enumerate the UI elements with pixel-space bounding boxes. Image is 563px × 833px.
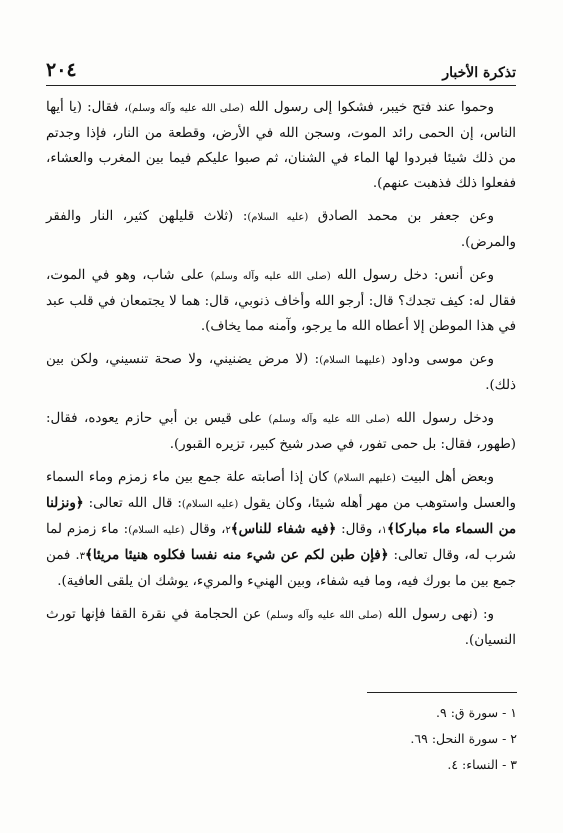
text-run: : (لا مرض يضنيني، ولا صحة تنسيني، ولكن بين ذلك). — [46, 352, 516, 393]
text-run: كان إذا أصابته علة جمع بين ماء زمزم وماء السماء والعسل واستوهب من مهر أهله شيئا، وكان يقول — [46, 470, 516, 511]
page-number: ٢٠٤ — [46, 59, 77, 81]
honorific-text: (صلى الله عليه وآله وسلم) — [266, 610, 383, 621]
text-run: . فمن جمع بين ما بورك فيه، وما فيه شفاء، وبين الهنيء والمريء، يوشك ان يلقى العافية). — [46, 548, 516, 589]
text-run: على شاب، وهو في الموت، فقال له: كيف تجدك؟ قال: أرجو الله وأخاف ذنوبي، قال: هما لا يجتمعان في قلب عبد في هذا الموطن إلا أعطاه الله ما يرجو، وآمنه مما يخاف). — [46, 268, 516, 334]
footnote: ١ - سورة ق: ٩. — [436, 705, 517, 720]
text-run: : (ثلاث قليلهن كثير، النار والفقر والمرض). — [46, 209, 516, 250]
text-run: : قال الله تعالى: — [83, 496, 182, 511]
footnote: ٢ - سورة النحل: ٦٩. — [410, 731, 517, 746]
text-run: و: (نهى رسول الله — [382, 607, 494, 622]
footnote-separator — [367, 692, 517, 693]
body-text — [46, 95, 516, 661]
honorific-text: ١ — [381, 525, 388, 536]
footnote: ٣ - النساء: ٤. — [447, 757, 517, 772]
paragraph — [46, 204, 516, 255]
honorific-text: (صلى الله عليه وآله وسلم) — [210, 271, 331, 282]
honorific-text: (عليهما السلام) — [319, 355, 385, 366]
honorific-text: (عليهم السلام) — [333, 473, 396, 484]
honorific-text: (صلى الله عليه وآله وسلم) — [128, 103, 244, 114]
text-run: وعن أنس: دخل رسول الله — [330, 268, 495, 283]
honorific-text: ٣ — [79, 551, 85, 562]
quran-quote: ﴿فيه شفاء للناس﴾ — [230, 521, 337, 537]
honorific-text: (عليه السلام) — [181, 499, 239, 510]
paragraph — [46, 95, 516, 196]
honorific-text: (عليه السلام) — [128, 525, 185, 536]
text-run: على قيس بن أبي حازم يعوده، فقال: (طهور، فقال: بل حمى تفور، في صدر شيخ كبير، تزيره القبور). — [46, 411, 516, 452]
text-run: ودخل رسول الله — [389, 411, 494, 426]
text-run: عن الحجامة في نقرة القفا فإنها تورث النسيان). — [46, 607, 516, 648]
text-run: ، فقال: (يا أيها الناس، إن الحمى رائد الموت، وسجن الله في الأرض، وقطعة من النار، فإذا وجدتم من ذلك شيئا فبردوا لها الماء في الشنان، ثم صبوا عليكم فيما بين المغرب والعشاء، ففعلوا ذلك فذهبت عنهم). — [46, 100, 516, 191]
paragraph — [46, 406, 516, 457]
footnotes — [217, 700, 517, 778]
text-run: ، وقال — [184, 522, 226, 537]
paragraph — [46, 465, 516, 594]
text-run: وحموا عند فتح خيبر، فشكوا إلى رسول الله — [243, 100, 494, 115]
paragraph — [46, 602, 516, 653]
paragraph — [46, 263, 516, 339]
text-run: : ماء زمزم لما شرب له، وقال تعالى: — [46, 522, 516, 563]
quran-quote: ﴿ونزلنا من السماء ماء مباركا﴾ — [46, 495, 516, 537]
text-run: وبعض أهل البيت — [395, 470, 494, 485]
paragraph — [46, 347, 516, 398]
quran-quote: ﴿فإن طبن لكم عن شيء منه نفسا فكلوه هنيئا مريئا﴾ — [84, 547, 389, 563]
honorific-text: (عليه السلام) — [247, 212, 309, 223]
running-title: تذكرة الأخبار — [442, 65, 516, 81]
text-run: وعن جعفر بن محمد الصادق — [308, 209, 494, 224]
page-header — [46, 52, 516, 86]
honorific-text: ٢ — [225, 525, 231, 536]
text-run: ، وقال: — [336, 522, 382, 537]
text-run: وعن موسى وداود — [384, 352, 494, 367]
honorific-text: (صلى الله عليه وآله وسلم) — [268, 414, 390, 425]
